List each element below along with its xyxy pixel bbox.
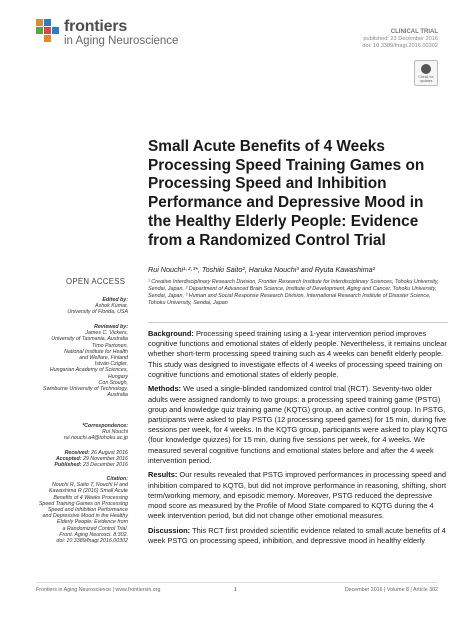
- reviewer-line: Con Stough,: [98, 379, 128, 386]
- abstract-discussion: [148, 526, 448, 546]
- abstract-methods: [148, 384, 448, 466]
- reviewer-line: Swinburne University of Technology,: [42, 386, 128, 393]
- date-row: [18, 462, 128, 468]
- affiliations: [148, 279, 448, 307]
- section-text: We used a single-blinded randomized control trial (RCT). Seventy-two older adults were assigned randomly to two groups: a processing speed training game (PSTG) group and knowledge quiz training game (KQTG) group, an active control group. In PSTG, participants were asked to play PSTG (12 processing speed games) for 15 min, during five sessions per week, for 4 weeks. In the KQTG group, participants were asked to play KQTG (four knowledge quizzes) for 15 min, during five sessions per week, for 4 weeks. We measured several cognitive functions and emotional states before and after the 4 week intervention period.: [148, 384, 448, 465]
- divider: [148, 322, 448, 323]
- date-value: 23 December 2016: [82, 462, 128, 469]
- reviewer-line: National Institute for Health: [64, 348, 128, 355]
- citation-line: Elderly People: Evidence from: [57, 519, 128, 526]
- footer-issue-info: December 2016 | Volume 8 | Article 302: [344, 587, 438, 593]
- section-text: Processing speed training using a 1-year intervention period improves cognitive functions and emotional states of elderly people. Nevertheless, it remains unclear whether short-term processing speed training such as 4 weeks can benefit elderly people. This study was designed to investigate effects of 4 weeks of processing speed training on cognitive functions and emotional states of elderly people.: [148, 329, 447, 379]
- dates-block: [18, 450, 128, 469]
- abstract: [148, 329, 448, 551]
- section-text: This RCT first provided scientific evidence related to small acute benefits of 4 week PSTG on processing speed, inhibition, and depressive mood in healthy elderly: [148, 525, 446, 546]
- section-label: Background:: [148, 329, 194, 338]
- correspondence-block: [18, 423, 128, 442]
- section-text: Our results revealed that PSTG improved performances in processing speed and inhibition compared to KQTG, but did not improve performance in reasoning, shifting, short term/working memory, and episodic memory. Moreover, PSTG reduced the depressive mood score as measured by the Profile of Mood State compared to KQTG during the 4 week intervention period, but did not change other emotional measures.: [148, 470, 447, 521]
- edited-label: Edited by:: [102, 297, 128, 303]
- reviewer-line: James C. Vickers,: [85, 330, 128, 337]
- reviewed-label: Reviewed by:: [94, 324, 128, 330]
- corr-name: Rui Nouchi: [102, 429, 128, 436]
- open-access-label: OPEN ACCESS: [66, 277, 126, 286]
- footer-divider: [36, 582, 438, 583]
- citation-line: Benefits of 4 Weeks Processing: [53, 494, 128, 501]
- citation-label: Citation:: [106, 476, 128, 482]
- reviewed-by-block: [18, 324, 128, 398]
- page-number: 1: [234, 587, 237, 593]
- abstract-background: [148, 329, 448, 380]
- correspondence-label: *Correspondence:: [82, 423, 128, 429]
- corr-email-link[interactable]: rui.nouchi.a4@tohoku.ac.jp: [63, 435, 128, 442]
- editor-line: Ashok Kumar,: [95, 303, 128, 310]
- article-meta: [362, 29, 438, 50]
- date-value: 26 August 2016: [91, 450, 128, 456]
- abstract-results: [148, 470, 448, 521]
- published-date: published: 23 December 2016: [363, 36, 438, 42]
- citation-block: [18, 476, 128, 544]
- frontiers-logo-icon: [36, 19, 60, 43]
- date-label: Published:: [54, 462, 82, 469]
- reviewer-line: István Czigler,: [94, 361, 128, 368]
- article-type: CLINICAL TRIAL: [390, 29, 438, 35]
- reviewer-line: Australia: [107, 392, 128, 399]
- check-for-updates-badge[interactable]: [414, 60, 438, 86]
- date-value: 29 November 2016: [82, 456, 128, 463]
- citation-doi-link[interactable]: doi: 10.3389/fnagi.2016.00302: [56, 538, 128, 545]
- section-label: Discussion:: [148, 525, 191, 535]
- reviewer-line: University of Tasmania, Australia: [51, 336, 128, 343]
- brand-name: frontiers: [64, 18, 128, 35]
- reviewer-line: Hungarian Academy of Sciences,: [49, 367, 128, 374]
- reviewer-line: Hungary: [107, 373, 128, 380]
- citation-line: Kawashima R (2016) Small Acute: [49, 488, 128, 495]
- section-label: Results:: [148, 470, 178, 480]
- footer-journal-link[interactable]: Frontiers in Aging Neuroscience | www.frontiersin.org: [36, 587, 161, 593]
- editor-line: University of Florida, USA: [67, 309, 128, 316]
- paper-title: Small Acute Benefits of 4 Weeks Processing Speed Training Games on Processing Speed and Inhibition Performance and Depressive Mood in the Healthy Elderly People: Evidence from a Randomized Control Trial: [148, 138, 425, 249]
- citation-line: Speed and Inhibition Performance: [47, 507, 128, 514]
- journal-name: in Aging Neuroscience: [64, 35, 179, 47]
- citation-line: Nouchi R, Saito T, Nouchi H and: [51, 482, 128, 489]
- reviewer-line: and Welfare, Finland: [79, 355, 128, 362]
- doi-link[interactable]: doi: 10.3389/fnagi.2016.00302: [362, 43, 438, 49]
- section-label: Methods:: [148, 384, 182, 394]
- date-label: Accepted:: [55, 456, 82, 463]
- citation-line: and Depressive Mood in the Healthy: [42, 513, 128, 520]
- reviewer-line: Timo Partonen,: [91, 342, 128, 349]
- citation-line: Front. Aging Neurosci. 8:302.: [59, 531, 128, 538]
- edited-by-block: [18, 297, 128, 316]
- affiliation-text: ¹ Creative Interdisciplinary Research Division, Frontier Research Institute for Interdisciplinary Sciences, Tohoku University, Sendai, Japan, ² Department of Advanced Brain Science, Institute of Development, Aging and Cancer, Tohoku University, Sendai, Japan, ³ Human and Social Response Research Division, International Research Institute of Disaster Science, Tohoku University, Sendai, Japan: [148, 279, 439, 306]
- citation-line: a Randomized Control Trial.: [62, 525, 128, 532]
- badge-text-1: Check for: [418, 75, 434, 79]
- citation-line: Speed Training Games on Processing: [38, 500, 128, 507]
- badge-text-2: updates: [419, 79, 433, 83]
- check-updates-icon: [421, 64, 431, 74]
- author-list: Rui Nouchi¹·²·³*, Toshiki Saito², Haruka Nouchi³ and Ryuta Kawashima²: [148, 265, 376, 274]
- date-label: Received:: [64, 450, 90, 456]
